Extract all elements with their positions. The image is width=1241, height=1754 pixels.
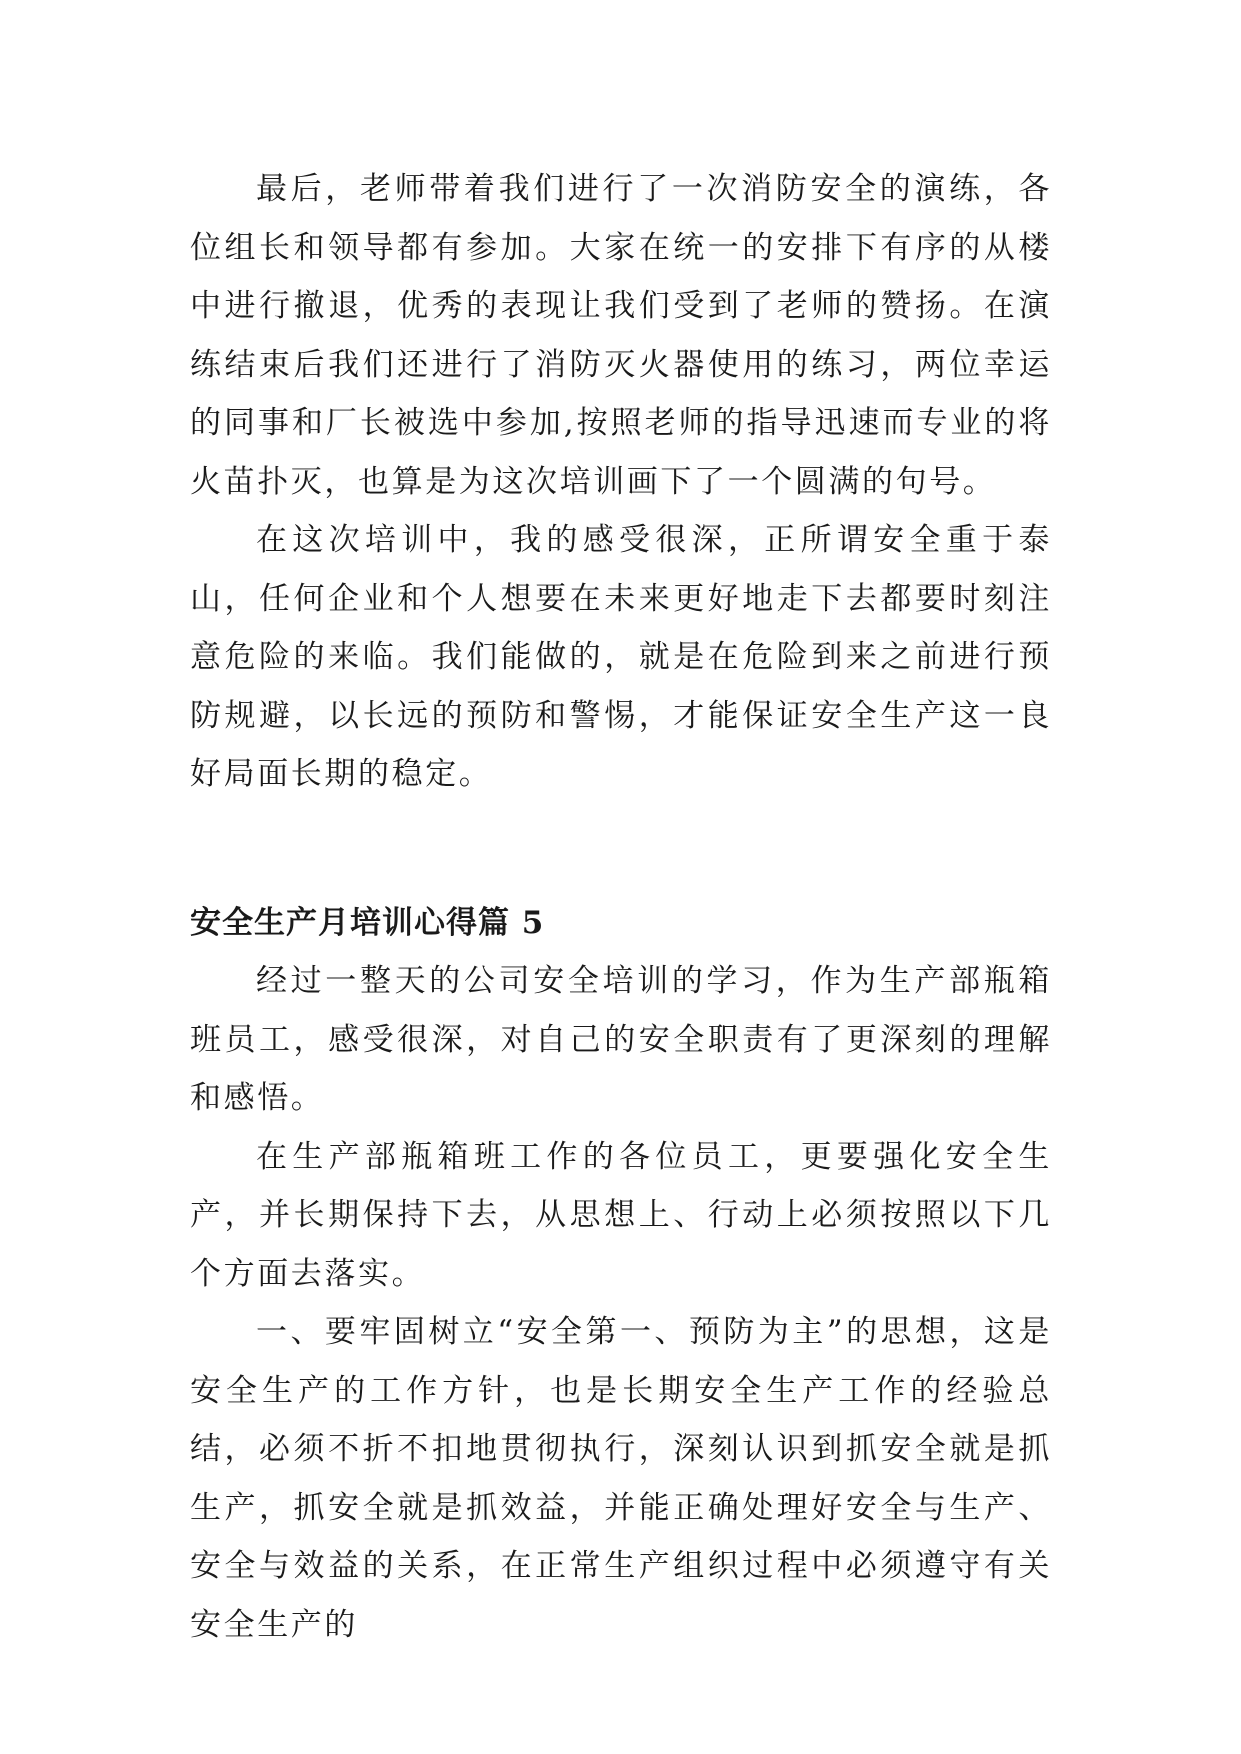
paragraph-training-summary: 经过一整天的公司安全培训的学习，作为生产部瓶箱班员工，感受很深，对自己的安全职责有了更深刻的理解和感悟。 xyxy=(190,963,1052,1116)
paragraph-training-reflection: 在这次培训中，我的感受很深，正所谓安全重于泰山，任何企业和个人想要在未来更好地走下去都要时刻注意危险的来临。我们能做的，就是在危险到来之前进行预防规避，以长远的预防和警惕，才能保证安全生产这一良好局面长期的稳定。 xyxy=(190,522,1052,792)
document-page xyxy=(190,160,1052,1654)
paragraph-safety-first: 一、要牢固树立“安全第一、预防为主”的思想，这是安全生产的工作方针，也是长期安全生产工作的经验总结，必须不折不扣地贯彻执行，深刻认识到抓安全就是抓生产，抓安全就是抓效益，并能正确处理好安全与生产、安全与效益的关系，在正常生产组织过程中必须遵守有关安全生产的 xyxy=(190,1314,1052,1643)
paragraph-fire-drill: 最后，老师带着我们进行了一次消防安全的演练，各位组长和领导都有参加。大家在统一的安排下有序的从楼中进行撤退，优秀的表现让我们受到了老师的赞扬。在演练结束后我们还进行了消防灭火器使用的练习，两位幸运的同事和厂长被选中参加,按照老师的指导迅速而专业的将火苗扑灭，也算是为这次培训画下了一个圆满的句号。 xyxy=(190,171,1052,500)
section-spacer xyxy=(190,804,1052,894)
paragraph-team-safety: 在生产部瓶箱班工作的各位员工，更要强化安全生产，并长期保持下去，从思想上、行动上必须按照以下几个方面去落实。 xyxy=(190,1138,1052,1292)
section-heading: 安全生产月培训心得篇 5 xyxy=(190,904,545,941)
